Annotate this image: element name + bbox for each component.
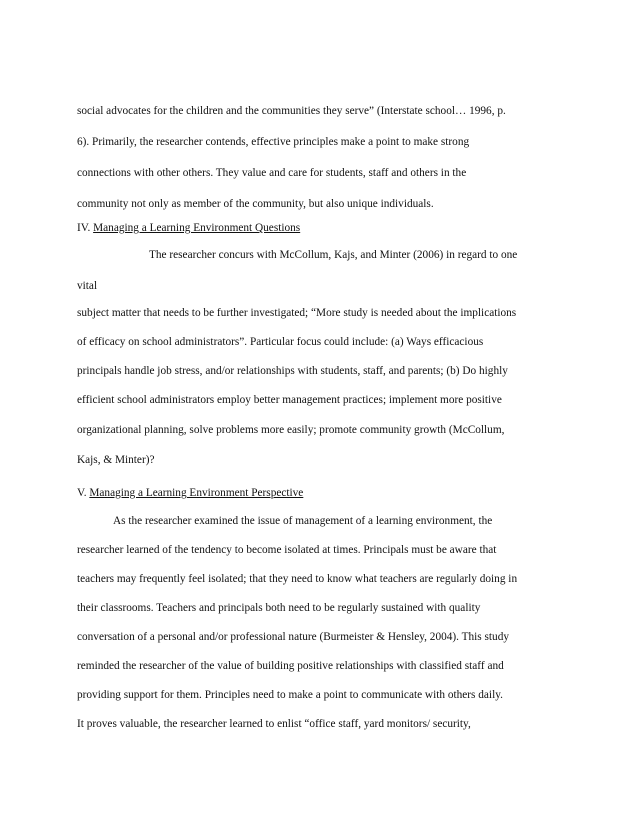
body-text-line: As the researcher examined the issue of management of a learning environment, the	[113, 515, 493, 527]
body-text-line: their classrooms. Teachers and principals both need to be regularly sustained with quality	[77, 602, 481, 614]
body-text-line: of efficacy on school administrators”. Particular focus could include: (a) Ways efficacious	[77, 336, 484, 348]
body-text-line: community not only as member of the community, but also unique individuals.	[77, 198, 434, 210]
section-heading	[77, 221, 300, 235]
body-text-line: Kajs, & Minter)?	[77, 454, 155, 466]
body-text-line: reminded the researcher of the value of building positive relationships with classified staff and	[77, 660, 504, 672]
body-text-line: 6). Primarily, the researcher contends, effective principles make a point to make strong	[77, 136, 470, 148]
body-text-line: social advocates for the children and the communities they serve” (Interstate school… 1996, p.	[77, 105, 506, 117]
body-text-line: organizational planning, solve problems more easily; promote community growth (McCollum,	[77, 424, 505, 436]
section-title: Managing a Learning Environment Perspective	[89, 487, 304, 499]
body-text-line: connections with other others. They value and care for students, staff and others in the	[77, 167, 467, 179]
body-text-line: The researcher concurs with McCollum, Kajs, and Minter (2006) in regard to one	[149, 249, 518, 261]
section-title: Managing a Learning Environment Questions	[93, 222, 301, 234]
body-text-line: teachers may frequently feel isolated; that they need to know what teachers are regularly doing in	[77, 573, 518, 585]
section-number: IV.	[77, 222, 94, 234]
body-text-line: It proves valuable, the researcher learned to enlist “office staff, yard monitors/ security,	[77, 718, 471, 730]
section-number: V.	[77, 487, 90, 499]
body-text-line: principals handle job stress, and/or relationships with students, staff, and parents; (b) Do highly	[77, 365, 508, 377]
body-text-line: efficient school administrators employ better management practices; implement more positive	[77, 394, 502, 406]
section-heading	[77, 486, 303, 500]
body-text-line: vital	[77, 280, 98, 292]
body-text-line: subject matter that needs to be further investigated; “More study is needed about the implications	[77, 307, 517, 319]
body-text-line: researcher learned of the tendency to become isolated at times. Principals must be aware that	[77, 544, 497, 556]
body-text-line: providing support for them. Principles need to make a point to communicate with others daily.	[77, 689, 503, 701]
body-text-line: conversation of a personal and/or professional nature (Burmeister & Hensley, 2004). This study	[77, 631, 510, 643]
